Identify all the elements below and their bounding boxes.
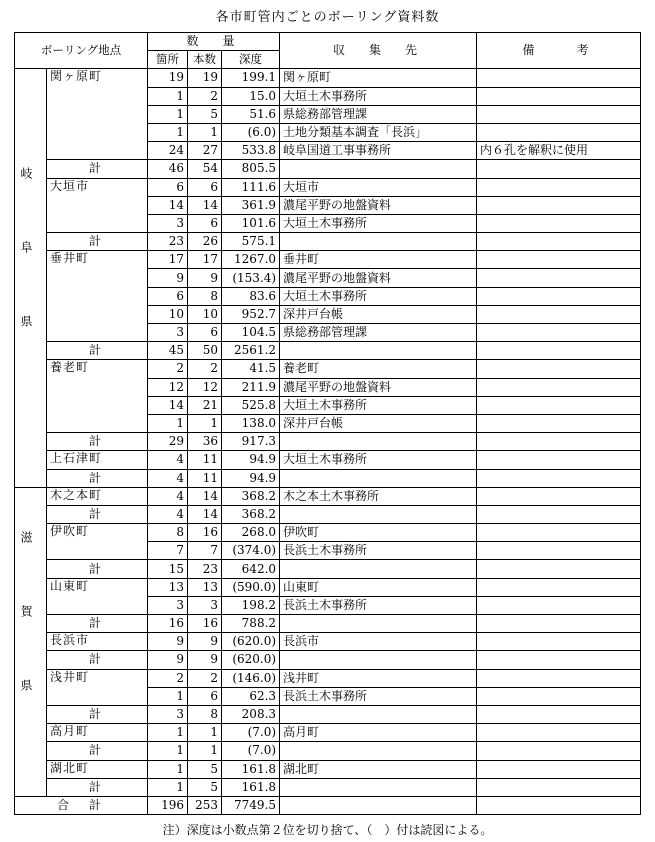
holes-cell: 10 (188, 305, 222, 323)
header-source: 収 集 先 (280, 33, 477, 69)
remarks-cell (477, 214, 641, 232)
holes-cell: 14 (188, 505, 222, 523)
holes-cell: 1 (188, 742, 222, 760)
holes-cell: 17 (188, 251, 222, 269)
remarks-cell (477, 487, 641, 505)
depth-cell: 199.1 (222, 69, 280, 87)
source-cell (280, 651, 477, 669)
source-cell (280, 233, 477, 251)
document-title: 各市町管内ごとのボーリング資料数 (215, 10, 440, 25)
count-cell: 6 (148, 178, 188, 196)
table-row (15, 69, 641, 87)
remarks-cell (477, 542, 641, 560)
depth-cell: 533.8 (222, 142, 280, 160)
remarks-cell (477, 615, 641, 633)
source-cell (280, 705, 477, 723)
depth-cell: 41.5 (222, 360, 280, 378)
remarks-cell (477, 396, 641, 414)
depth-cell: (590.0) (222, 578, 280, 596)
holes-cell: 6 (188, 178, 222, 196)
subtotal-row (15, 469, 641, 487)
count-cell: 4 (148, 505, 188, 523)
count-cell: 13 (148, 578, 188, 596)
depth-cell: 94.9 (222, 469, 280, 487)
table-row (15, 360, 641, 378)
depth-cell: 1267.0 (222, 251, 280, 269)
remarks-cell (477, 69, 641, 87)
source-cell: 大垣土木事務所 (280, 396, 477, 414)
source-cell: 県総務部管理課 (280, 105, 477, 123)
holes-cell: 16 (188, 615, 222, 633)
depth-cell: 208.3 (222, 705, 280, 723)
grand-total-label: 合 計 (15, 796, 148, 814)
holes-cell: 8 (188, 287, 222, 305)
remarks-cell (477, 251, 641, 269)
source-cell (280, 796, 477, 814)
depth-cell: 917.3 (222, 433, 280, 451)
remarks-cell (477, 796, 641, 814)
subtotal-label: 計 (47, 651, 148, 669)
town-name: 大垣市 (47, 178, 148, 233)
depth-cell: 788.2 (222, 615, 280, 633)
town-name: 上石津町 (47, 451, 148, 469)
depth-cell: 525.8 (222, 396, 280, 414)
remarks-cell (477, 233, 641, 251)
holes-cell: 11 (188, 469, 222, 487)
remarks-cell (477, 651, 641, 669)
boring-data-table (14, 32, 641, 815)
depth-cell: 94.9 (222, 451, 280, 469)
table-row (15, 178, 641, 196)
source-cell: 県総務部管理課 (280, 324, 477, 342)
depth-cell: 101.6 (222, 214, 280, 232)
source-cell: 伊吹町 (280, 524, 477, 542)
town-name: 木之本町 (47, 487, 148, 505)
remarks-cell (477, 433, 641, 451)
subtotal-row (15, 505, 641, 523)
remarks-cell (477, 87, 641, 105)
source-cell: 大垣市 (280, 178, 477, 196)
remarks-cell (477, 687, 641, 705)
count-cell: 14 (148, 196, 188, 214)
subtotal-row (15, 705, 641, 723)
depth-cell: (7.0) (222, 724, 280, 742)
count-cell: 15 (148, 560, 188, 578)
count-cell: 17 (148, 251, 188, 269)
town-name: 養老町 (47, 360, 148, 433)
table-row (15, 487, 641, 505)
town-name: 山東町 (47, 578, 148, 614)
count-cell: 2 (148, 669, 188, 687)
town-name: 垂井町 (47, 251, 148, 342)
remarks-cell (477, 596, 641, 614)
count-cell: 1 (148, 87, 188, 105)
source-cell (280, 560, 477, 578)
depth-cell: 111.6 (222, 178, 280, 196)
footnote: 注）深度は小数点第２位を切り捨て、（ ）付は読図による。 (162, 823, 493, 837)
holes-cell: 6 (188, 214, 222, 232)
remarks-cell (477, 269, 641, 287)
source-cell: 大垣土木事務所 (280, 451, 477, 469)
town-name: 伊吹町 (47, 524, 148, 560)
source-cell: 垂井町 (280, 251, 477, 269)
remarks-cell (477, 705, 641, 723)
prefecture-label: 岐阜県 (19, 167, 33, 390)
remarks-cell (477, 778, 641, 796)
source-cell: 関ヶ原町 (280, 69, 477, 87)
remarks-cell (477, 342, 641, 360)
source-cell: 深井戸台帳 (280, 305, 477, 323)
holes-cell: 253 (188, 796, 222, 814)
holes-cell: 14 (188, 196, 222, 214)
depth-cell: 2561.2 (222, 342, 280, 360)
table-row (15, 760, 641, 778)
source-cell: 長浜土木事務所 (280, 542, 477, 560)
depth-cell: 51.6 (222, 105, 280, 123)
subtotal-label: 計 (47, 742, 148, 760)
depth-cell: 104.5 (222, 324, 280, 342)
source-cell (280, 433, 477, 451)
header-row (15, 33, 641, 51)
source-cell (280, 778, 477, 796)
holes-cell: 8 (188, 705, 222, 723)
holes-cell: 1 (188, 123, 222, 141)
count-cell: 24 (148, 142, 188, 160)
remarks-cell (477, 451, 641, 469)
count-cell: 196 (148, 796, 188, 814)
town-name: 高月町 (47, 724, 148, 742)
holes-cell: 27 (188, 142, 222, 160)
source-cell: 湖北町 (280, 760, 477, 778)
holes-cell: 19 (188, 69, 222, 87)
source-cell: 長浜土木事務所 (280, 596, 477, 614)
count-cell: 45 (148, 342, 188, 360)
source-cell (280, 615, 477, 633)
depth-cell: 83.6 (222, 287, 280, 305)
count-cell: 6 (148, 287, 188, 305)
header-remarks: 備 考 (477, 33, 641, 69)
holes-cell: 54 (188, 160, 222, 178)
count-cell: 4 (148, 451, 188, 469)
remarks-cell (477, 178, 641, 196)
count-cell: 8 (148, 524, 188, 542)
subtotal-label: 計 (47, 342, 148, 360)
count-cell: 9 (148, 651, 188, 669)
holes-cell: 2 (188, 669, 222, 687)
source-cell: 長浜土木事務所 (280, 687, 477, 705)
holes-cell: 9 (188, 651, 222, 669)
count-cell: 14 (148, 396, 188, 414)
subtotal-label: 計 (47, 705, 148, 723)
holes-cell: 23 (188, 560, 222, 578)
depth-cell: (7.0) (222, 742, 280, 760)
remarks-cell (477, 360, 641, 378)
depth-cell: 138.0 (222, 414, 280, 432)
count-cell: 3 (148, 214, 188, 232)
source-cell (280, 505, 477, 523)
table-row (15, 251, 641, 269)
remarks-cell (477, 160, 641, 178)
depth-cell: 368.2 (222, 487, 280, 505)
remarks-cell (477, 305, 641, 323)
remarks-cell (477, 469, 641, 487)
table-row (15, 724, 641, 742)
holes-cell: 26 (188, 233, 222, 251)
subtotal-label: 計 (47, 560, 148, 578)
source-cell: 岐阜国道工事事務所 (280, 142, 477, 160)
count-cell: 9 (148, 269, 188, 287)
source-cell (280, 342, 477, 360)
source-cell: 深井戸台帳 (280, 414, 477, 432)
subtotal-row (15, 615, 641, 633)
source-cell: 山東町 (280, 578, 477, 596)
count-cell: 1 (148, 687, 188, 705)
holes-cell: 11 (188, 451, 222, 469)
subtotal-label: 計 (47, 433, 148, 451)
remarks-cell (477, 324, 641, 342)
depth-cell: 368.2 (222, 505, 280, 523)
holes-cell: 9 (188, 269, 222, 287)
count-cell: 4 (148, 469, 188, 487)
depth-cell: 7749.5 (222, 796, 280, 814)
holes-cell: 1 (188, 724, 222, 742)
subtotal-label: 計 (47, 160, 148, 178)
header-quantity: 数 量 (148, 33, 280, 51)
source-cell: 長浜市 (280, 633, 477, 651)
holes-cell: 14 (188, 487, 222, 505)
source-cell (280, 160, 477, 178)
subtotal-label: 計 (47, 233, 148, 251)
table-row (15, 451, 641, 469)
holes-cell: 13 (188, 578, 222, 596)
count-cell: 23 (148, 233, 188, 251)
remarks-cell (477, 760, 641, 778)
town-name: 浅井町 (47, 669, 148, 705)
subtotal-row (15, 160, 641, 178)
source-cell: 大垣土木事務所 (280, 214, 477, 232)
count-cell: 16 (148, 615, 188, 633)
holes-cell: 36 (188, 433, 222, 451)
source-cell: 木之本土木事務所 (280, 487, 477, 505)
count-cell: 1 (148, 742, 188, 760)
count-cell: 7 (148, 542, 188, 560)
remarks-cell (477, 669, 641, 687)
remarks-cell (477, 633, 641, 651)
table-row (15, 669, 641, 687)
subtotal-row (15, 742, 641, 760)
depth-cell: 361.9 (222, 196, 280, 214)
remarks-cell (477, 414, 641, 432)
count-cell: 1 (148, 760, 188, 778)
depth-cell: 15.0 (222, 87, 280, 105)
depth-cell: 198.2 (222, 596, 280, 614)
count-cell: 4 (148, 487, 188, 505)
table-row (15, 578, 641, 596)
source-cell: 大垣土木事務所 (280, 87, 477, 105)
holes-cell: 2 (188, 360, 222, 378)
subtotal-label: 計 (47, 469, 148, 487)
depth-cell: 161.8 (222, 760, 280, 778)
remarks-cell (477, 724, 641, 742)
count-cell: 12 (148, 378, 188, 396)
holes-cell: 6 (188, 324, 222, 342)
depth-cell: 211.9 (222, 378, 280, 396)
depth-cell: 952.7 (222, 305, 280, 323)
source-cell (280, 742, 477, 760)
depth-cell: (374.0) (222, 542, 280, 560)
source-cell (280, 469, 477, 487)
depth-cell: 805.5 (222, 160, 280, 178)
subtotal-row (15, 342, 641, 360)
subtotal-label: 計 (47, 615, 148, 633)
subtotal-row (15, 560, 641, 578)
holes-cell: 7 (188, 542, 222, 560)
header-point: ボーリング地点 (15, 33, 148, 69)
remarks-cell (477, 524, 641, 542)
subtotal-row (15, 778, 641, 796)
subtotal-row (15, 651, 641, 669)
remarks-cell: 内６孔を解釈に使用 (477, 142, 641, 160)
depth-cell: (146.0) (222, 669, 280, 687)
count-cell: 1 (148, 778, 188, 796)
depth-cell: (6.0) (222, 123, 280, 141)
prefecture-cell (15, 487, 47, 796)
remarks-cell (477, 123, 641, 141)
count-cell: 1 (148, 123, 188, 141)
grand-total-row (15, 796, 641, 814)
depth-cell: 62.3 (222, 687, 280, 705)
prefecture-label: 滋賀県 (19, 530, 33, 753)
depth-cell: 268.0 (222, 524, 280, 542)
count-cell: 46 (148, 160, 188, 178)
count-cell: 1 (148, 414, 188, 432)
remarks-cell (477, 287, 641, 305)
header-depth: 深度 (222, 51, 280, 69)
holes-cell: 16 (188, 524, 222, 542)
holes-cell: 5 (188, 760, 222, 778)
prefecture-cell (15, 69, 47, 487)
holes-cell: 1 (188, 414, 222, 432)
header-holes: 本数 (188, 51, 222, 69)
remarks-cell (477, 505, 641, 523)
count-cell: 29 (148, 433, 188, 451)
source-cell: 浅井町 (280, 669, 477, 687)
depth-cell: 161.8 (222, 778, 280, 796)
remarks-cell (477, 105, 641, 123)
count-cell: 10 (148, 305, 188, 323)
count-cell: 3 (148, 324, 188, 342)
source-cell: 土地分類基本調査「長浜」 (280, 123, 477, 141)
source-cell: 濃尾平野の地盤資料 (280, 378, 477, 396)
subtotal-label: 計 (47, 505, 148, 523)
depth-cell: (153.4) (222, 269, 280, 287)
depth-cell: (620.0) (222, 651, 280, 669)
source-cell: 大垣土木事務所 (280, 287, 477, 305)
remarks-cell (477, 378, 641, 396)
table-row (15, 633, 641, 651)
remarks-cell (477, 742, 641, 760)
count-cell: 3 (148, 705, 188, 723)
holes-cell: 12 (188, 378, 222, 396)
holes-cell: 21 (188, 396, 222, 414)
holes-cell: 5 (188, 778, 222, 796)
holes-cell: 2 (188, 87, 222, 105)
table-row (15, 524, 641, 542)
source-cell: 養老町 (280, 360, 477, 378)
source-cell: 濃尾平野の地盤資料 (280, 269, 477, 287)
town-name: 長浜市 (47, 633, 148, 651)
remarks-cell (477, 196, 641, 214)
header-count: 箇所 (148, 51, 188, 69)
count-cell: 1 (148, 105, 188, 123)
count-cell: 19 (148, 69, 188, 87)
town-name: 関ヶ原町 (47, 69, 148, 160)
remarks-cell (477, 560, 641, 578)
holes-cell: 9 (188, 633, 222, 651)
holes-cell: 3 (188, 596, 222, 614)
holes-cell: 6 (188, 687, 222, 705)
table-body (15, 33, 641, 815)
source-cell: 高月町 (280, 724, 477, 742)
subtotal-label: 計 (47, 778, 148, 796)
count-cell: 2 (148, 360, 188, 378)
count-cell: 3 (148, 596, 188, 614)
holes-cell: 5 (188, 105, 222, 123)
depth-cell: 642.0 (222, 560, 280, 578)
subtotal-row (15, 233, 641, 251)
count-cell: 1 (148, 724, 188, 742)
subtotal-row (15, 433, 641, 451)
remarks-cell (477, 578, 641, 596)
count-cell: 9 (148, 633, 188, 651)
depth-cell: 575.1 (222, 233, 280, 251)
holes-cell: 50 (188, 342, 222, 360)
source-cell: 濃尾平野の地盤資料 (280, 196, 477, 214)
depth-cell: (620.0) (222, 633, 280, 651)
town-name: 湖北町 (47, 760, 148, 778)
